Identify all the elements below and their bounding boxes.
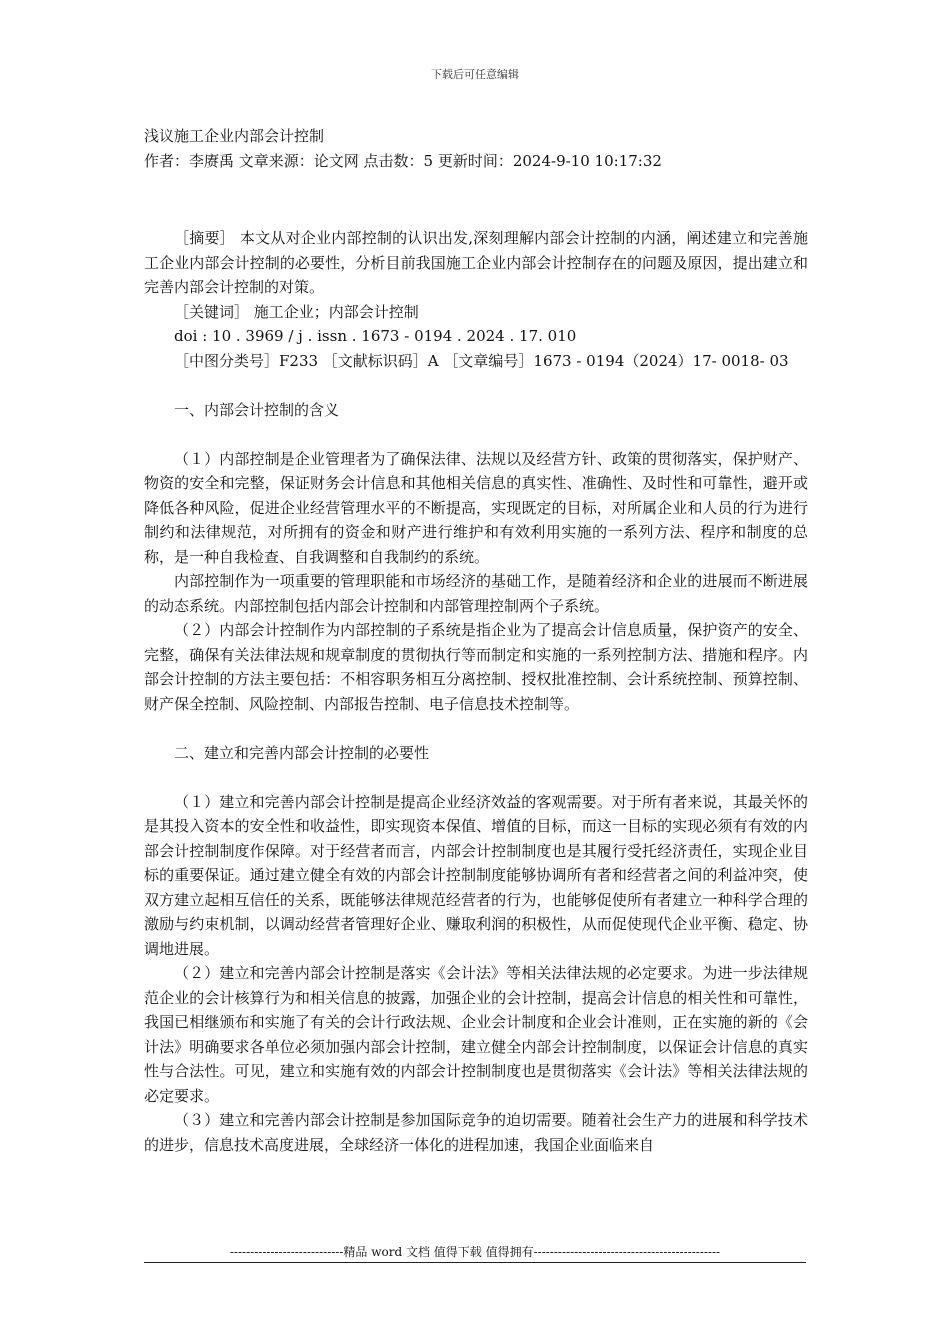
classification: ［中图分类号］F233 ［文献标识码］A ［文章编号］1673 - 0194（2024）17- 0018- 03 — [174, 351, 789, 370]
doi: doi : 10 . 3969 / j . issn . 1673 - 0194 . 2024 . 17. 010 — [174, 327, 577, 345]
section-1-title: 一、内部会计控制的含义 — [174, 400, 340, 419]
abstract: ［摘要］ 本文从对企业内部控制的认识出发,深刻理解内部会计控制的内涵，阐述建立和完善施工企业内部会计控制的必要性，分析目前我国施工企业内部会计控制存在的问题及原因，提出建立和完善内部会计控制的对策。 — [144, 229, 808, 296]
footer-banner: ----------------------------精品 word 文档 值得下载 值得拥有---------------------------------------------- — [144, 1243, 806, 1263]
article-body — [144, 124, 808, 1157]
section-1-paragraph-3: （２）内部会计控制作为内部控制的子系统是指企业为了提高会计信息质量，保护资产的安全、完整，确保有关法律法规和规章制度的贯彻执行等而制定和实施的一系列控制方法、措施和程序。内部会计控制的方法主要包括：不相容职务相互分离控制、授权批准控制、会计系统控制、预算控制、财产保全控制、风险控制、内部报告控制、电子信息技术控制等。 — [144, 621, 808, 713]
section-2-paragraph-3: （３）建立和完善内部会计控制是参加国际竞争的迫切需要。随着社会生产力的进展和科学技术的进步，信息技术高度进展，全球经济一体化的进程加速，我国企业面临来自 — [144, 1111, 808, 1154]
section-1-paragraph-1: （１）内部控制是企业管理者为了确保法律、法规以及经营方针、政策的贯彻落实，保护财产、物资的安全和完整，保证财务会计信息和其他相关信息的真实性、准确性、及时性和可靠性，避开或降低各种风险，促进企业经营管理水平的不断提高，实现既定的目标，对所属企业和人员的行为进行制约和法律规范，对所拥有的资金和财产进行维护和有效利用实施的一系列方法、程序和制度的总称，是一种自我检查、自我调整和自我制约的系统。 — [144, 449, 808, 566]
section-2-paragraph-2: （２）建立和完善内部会计控制是落实《会计法》等相关法律法规的必定要求。为进一步法律规范企业的会计核算行为和相关信息的披露，加强企业的会计控制，提高会计信息的相关性和可靠性，我国已相继颁布和实施了有关的会计行政法规、企业会计制度和企业会计准则，正在实施的新的《会计法》明确要求各单位必须加强内部会计控制，建立健全内部会计控制制度，以保证会计信息的真实性与合法性。可见，建立和实施有效的内部会计控制制度也是贯彻落实《会计法》等相关法律法规的必定要求。 — [144, 964, 808, 1105]
article-title: 浅议施工企业内部会计控制 — [144, 127, 325, 145]
keywords: ［关键词］ 施工企业；内部会计控制 — [174, 302, 419, 321]
header-note: 下载后可任意编辑 — [431, 68, 519, 81]
section-2-title: 二、建立和完善内部会计控制的必要性 — [174, 743, 430, 762]
section-1-paragraph-2: 内部控制作为一项重要的管理职能和市场经济的基础工作，是随着经济和企业的进展而不断进展的动态系统。内部控制包括内部会计控制和内部管理控制两个子系统。 — [144, 572, 808, 615]
section-2-paragraph-1: （１）建立和完善内部会计控制是提高企业经济效益的客观需要。对于所有者来说，其最关怀的是其投入资本的安全性和收益性，即实现资本保值、增值的目标，而这一目标的实现必须有有效的内部会计控制制度作保障。对于经营者而言，内部会计控制制度也是其履行受托经济责任，实现企业目标的重要保证。通过建立健全有效的内部会计控制制度能够协调所有者和经营者之间的利益冲突，使双方建立起相互信任的关系，既能够法律规范经营者的行为，也能够促使所有者建立一种科学合理的激励与约束机制，以调动经营者管理好企业、赚取利润的积极性，从而促使现代企业平衡、稳定、协调地进展。 — [144, 792, 808, 958]
article-meta: 作者：李赓禹 文章来源：论文网 点击数：5 更新时间：2024-9-10 10:17:32 — [144, 151, 662, 170]
